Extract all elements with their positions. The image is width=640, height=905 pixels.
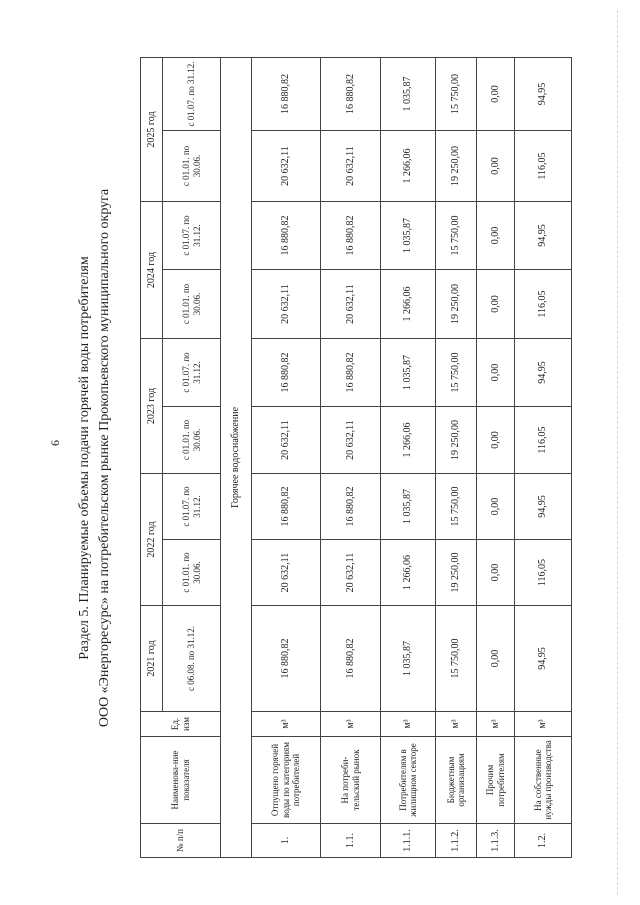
value-cell: 19 250,00 — [436, 407, 477, 474]
supply-table — [140, 57, 572, 858]
value-cell: 0,00 — [477, 270, 515, 339]
header-year-2021: 2021 год — [141, 606, 163, 712]
value-cell: 16 880,82 — [252, 202, 321, 270]
value-cell: 116,05 — [515, 270, 572, 339]
value-cell: 1 266,06 — [381, 540, 436, 606]
table-row — [252, 58, 321, 858]
value-cell: 1 035,87 — [381, 606, 436, 712]
value-cell: 116,05 — [515, 407, 572, 474]
row-num: 1.1.1. — [381, 824, 436, 858]
table-row — [321, 58, 381, 858]
value-cell: 16 880,82 — [252, 474, 321, 540]
value-cell: 1 035,87 — [381, 58, 436, 131]
value-cell: 0,00 — [477, 202, 515, 270]
table-row — [381, 58, 436, 858]
header-period-2023-h2: с 01.07. по 31.12. — [163, 339, 221, 407]
header-year-2023: 2023 год — [141, 339, 163, 474]
header-period-2024-h2: с 01.07. по 31.12. — [163, 202, 221, 270]
value-cell: 20 632,11 — [252, 540, 321, 606]
value-cell: 20 632,11 — [252, 407, 321, 474]
header-period-2021: с 06.08. по 31.12. — [163, 606, 221, 712]
value-cell: 0,00 — [477, 606, 515, 712]
value-cell: 1 035,87 — [381, 474, 436, 540]
value-cell: 1 266,06 — [381, 131, 436, 202]
value-cell: 16 880,82 — [321, 474, 381, 540]
row-unit: м³ — [321, 712, 381, 737]
value-cell: 16 880,82 — [252, 58, 321, 131]
table-row — [477, 58, 515, 858]
value-cell: 94,95 — [515, 202, 572, 270]
row-unit: м³ — [252, 712, 321, 737]
header-period-2023-h1: с 01.01. по 30.06. — [163, 407, 221, 474]
row-num: 1.2. — [515, 824, 572, 858]
value-cell: 15 750,00 — [436, 606, 477, 712]
value-cell: 0,00 — [477, 540, 515, 606]
value-cell: 15 750,00 — [436, 474, 477, 540]
value-cell: 0,00 — [477, 339, 515, 407]
value-cell: 19 250,00 — [436, 270, 477, 339]
value-cell: 20 632,11 — [321, 270, 381, 339]
header-period-2022-h1: с 01.01. по 30.06. — [163, 540, 221, 606]
value-cell: 16 880,82 — [252, 339, 321, 407]
header-period-2024-h1: с 01.01. по 30.06. — [163, 270, 221, 339]
page-edge-line — [617, 10, 618, 895]
row-name: Прочим потребителям — [477, 737, 515, 824]
value-cell: 16 880,82 — [321, 202, 381, 270]
row-num: 1. — [252, 824, 321, 858]
value-cell: 1 035,87 — [381, 202, 436, 270]
value-cell: 0,00 — [477, 474, 515, 540]
header-year-2025: 2025 год — [141, 58, 163, 202]
value-cell: 94,95 — [515, 339, 572, 407]
table-row — [515, 58, 572, 858]
value-cell: 0,00 — [477, 131, 515, 202]
value-cell: 116,05 — [515, 540, 572, 606]
header-unit: Ед. изм — [141, 712, 221, 737]
value-cell: 15 750,00 — [436, 58, 477, 131]
value-cell: 20 632,11 — [321, 407, 381, 474]
row-unit: м³ — [436, 712, 477, 737]
value-cell: 20 632,11 — [252, 270, 321, 339]
header-year-2022: 2022 год — [141, 474, 163, 606]
value-cell: 0,00 — [477, 407, 515, 474]
value-cell: 1 035,87 — [381, 339, 436, 407]
rotated-content — [75, 58, 575, 858]
document-title — [75, 58, 115, 858]
row-unit: м³ — [515, 712, 572, 737]
row-num: 1.1. — [321, 824, 381, 858]
value-cell: 20 632,11 — [321, 131, 381, 202]
row-name: Отпущено горячей воды по категориям потребителей — [252, 737, 321, 824]
row-name: На потреби-тельский рынок — [321, 737, 381, 824]
header-name: Наименова-ние показателя — [141, 737, 221, 824]
header-period-2025-h2: с 01.07. по 31.12. — [163, 58, 221, 131]
title-line-1: Раздел 5. Планируемые объемы подачи горячей воды потребителям — [77, 256, 92, 660]
value-cell: 16 880,82 — [321, 58, 381, 131]
value-cell: 15 750,00 — [436, 202, 477, 270]
value-cell: 20 632,11 — [252, 131, 321, 202]
value-cell: 20 632,11 — [321, 540, 381, 606]
page-number: 6 — [48, 440, 62, 446]
title-line-2: ООО «Энергоресурс» на потребительском рынке Прокопьевского муниципального округа — [97, 188, 112, 728]
header-num: № п/п — [141, 824, 221, 858]
value-cell: 16 880,82 — [321, 339, 381, 407]
value-cell: 1 266,06 — [381, 407, 436, 474]
table-row — [436, 58, 477, 858]
row-num: 1.1.3. — [477, 824, 515, 858]
value-cell: 1 266,06 — [381, 270, 436, 339]
row-name: На собственные нужды производства — [515, 737, 572, 824]
value-cell: 19 250,00 — [436, 540, 477, 606]
value-cell: 15 750,00 — [436, 339, 477, 407]
header-period-2022-h2: с 01.07. по 31.12. — [163, 474, 221, 540]
value-cell: 19 250,00 — [436, 131, 477, 202]
row-num: 1.1.2. — [436, 824, 477, 858]
value-cell: 116,05 — [515, 131, 572, 202]
row-name: Потребителям в жилищном секторе — [381, 737, 436, 824]
section-hot-water: Горячее водоснабжение — [221, 58, 252, 858]
value-cell: 16 880,82 — [321, 606, 381, 712]
row-unit: м³ — [381, 712, 436, 737]
header-year-2024: 2024 год — [141, 202, 163, 339]
value-cell: 16 880,82 — [252, 606, 321, 712]
row-unit: м³ — [477, 712, 515, 737]
value-cell: 94,95 — [515, 606, 572, 712]
value-cell: 94,95 — [515, 474, 572, 540]
value-cell: 94,95 — [515, 58, 572, 131]
row-name: Бюджетным организациям — [436, 737, 477, 824]
header-period-2025-h1: с 01.01. по 30.06. — [163, 131, 221, 202]
value-cell: 0,00 — [477, 58, 515, 131]
